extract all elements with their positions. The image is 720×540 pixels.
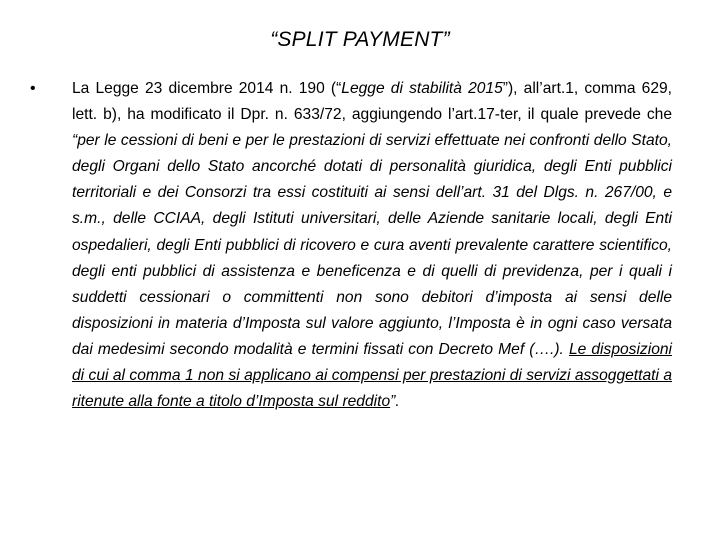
bullet-paragraph bbox=[72, 76, 672, 415]
bullet-icon: • bbox=[30, 80, 36, 97]
text-quote-end: ”. bbox=[390, 393, 400, 411]
text-law-name: Legge di stabilità 2015 bbox=[341, 80, 503, 97]
text-quote-underlined: Le disposizioni di cui al comma 1 non si applicano ai compensi per prestazioni di servizi assoggettati a ritenute alla fonte a titolo d’Imposta sul reddito bbox=[72, 340, 672, 411]
slide-title: “SPLIT PAYMENT” bbox=[270, 28, 450, 51]
text-article: ”), all’art.1, comma 629, lett. b), ha modificato il Dpr. n. 633/72, aggiungendo l’art.17-ter, il quale prevede che bbox=[72, 80, 672, 124]
text-intro: La Legge 23 dicembre 2014 n. 190 (“ bbox=[72, 80, 342, 97]
text-quote: “per le cessioni di beni e per le prestazioni di servizi effettuate nei confronti dello Stato, degli Organi dello Stato ancorché dotati di personalità giuridica, degli Enti pubblici territoriali e dei Consorzi tra essi costituiti ai sensi dell’art. 31 del Dlgs. n. 267/00, e s.m., delle CCIAA, degli Istituti universitari, delle Aziende sanitarie locali, degli Enti ospedalieri, degli Enti pubblici di ricovero e cura aventi prevalente carattere scientifico, degli enti pubblici di assistenza e beneficenza e di quelli di previdenza, per i quali i suddetti cessionari o committenti non sono debitori d’imposta ai sensi delle disposizioni in materia d’Imposta sul valore aggiunto, l’Imposta è in ogni caso versata dai medesimi secondo modalità e termini fissati con Decreto Mef (….). bbox=[72, 132, 672, 358]
